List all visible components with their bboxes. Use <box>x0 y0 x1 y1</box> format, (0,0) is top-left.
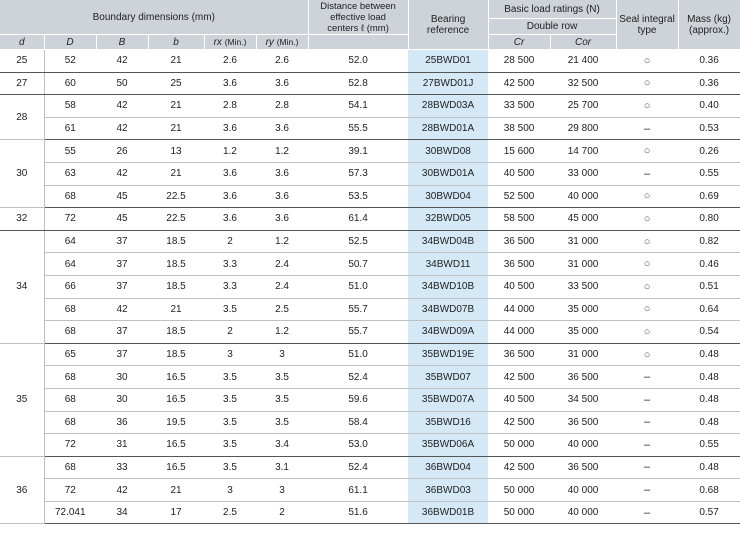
header-distance-load-centers: Distance between effective load centers ℓ (mm) <box>308 0 408 35</box>
cell-b: 22.5 <box>148 185 204 208</box>
cell-D: 68 <box>44 321 96 344</box>
cell-cor: 36 500 <box>550 411 616 434</box>
cell-mass: 0.48 <box>678 366 740 389</box>
cell-seal: ○ <box>616 253 678 276</box>
cell-l: 51.0 <box>308 275 408 298</box>
cell-cr: 40 500 <box>488 388 550 411</box>
cell-seal: ○ <box>616 72 678 95</box>
table-row <box>0 366 740 389</box>
cell-B: 42 <box>96 298 148 321</box>
cell-B: 34 <box>96 501 148 524</box>
cell-ry: 3.1 <box>256 456 308 479</box>
cell-mass: 0.80 <box>678 208 740 231</box>
cell-b: 18.5 <box>148 343 204 366</box>
header-basic-load-ratings: Basic load ratings (N) <box>488 0 616 19</box>
cell-cor: 40 000 <box>550 185 616 208</box>
cell-mass: 0.36 <box>678 72 740 95</box>
cell-mass: 0.51 <box>678 275 740 298</box>
cell-B: 37 <box>96 275 148 298</box>
cell-cr: 50 000 <box>488 501 550 524</box>
cell-D: 61 <box>44 117 96 140</box>
cell-B: 42 <box>96 479 148 502</box>
cell-ref: 28BWD01A <box>408 117 488 140</box>
table-row <box>0 479 740 502</box>
cell-mass: 0.82 <box>678 230 740 253</box>
cell-mass: 0.54 <box>678 321 740 344</box>
cell-cor: 35 000 <box>550 321 616 344</box>
cell-l: 52.4 <box>308 366 408 389</box>
cell-mass: 0.48 <box>678 343 740 366</box>
cell-d: 35 <box>0 343 44 456</box>
cell-seal: ○ <box>616 343 678 366</box>
cell-ry: 3.5 <box>256 388 308 411</box>
cell-ref: 34BWD09A <box>408 321 488 344</box>
cell-mass: 0.48 <box>678 388 740 411</box>
cell-cor: 36 500 <box>550 456 616 479</box>
cell-B: 37 <box>96 230 148 253</box>
table-row <box>0 501 740 524</box>
cell-seal: – <box>616 162 678 185</box>
cell-B: 37 <box>96 253 148 276</box>
cell-l: 57.3 <box>308 162 408 185</box>
cell-mass: 0.55 <box>678 162 740 185</box>
cell-b: 16.5 <box>148 456 204 479</box>
cell-l: 55.7 <box>308 298 408 321</box>
cell-seal: ○ <box>616 185 678 208</box>
cell-b: 17 <box>148 501 204 524</box>
cell-ry: 1.2 <box>256 140 308 163</box>
cell-ref: 35BWD06A <box>408 434 488 457</box>
table-row <box>0 388 740 411</box>
cell-ref: 30BWD08 <box>408 140 488 163</box>
cell-l: 51.0 <box>308 343 408 366</box>
cell-rx: 3.5 <box>204 298 256 321</box>
table-row <box>0 162 740 185</box>
cell-ry: 3.6 <box>256 117 308 140</box>
table-row <box>0 253 740 276</box>
cell-l: 61.4 <box>308 208 408 231</box>
cell-b: 21 <box>148 479 204 502</box>
cell-b: 21 <box>148 117 204 140</box>
cell-ry: 3.6 <box>256 162 308 185</box>
cell-B: 33 <box>96 456 148 479</box>
cell-ry: 1.2 <box>256 230 308 253</box>
header-mass: Mass (kg) (approx.) <box>678 0 740 50</box>
cell-ref: 36BWD03 <box>408 479 488 502</box>
cell-B: 36 <box>96 411 148 434</box>
cell-D: 68 <box>44 456 96 479</box>
cell-d: 36 <box>0 456 44 524</box>
cell-l: 39.1 <box>308 140 408 163</box>
cell-rx: 2.6 <box>204 50 256 73</box>
cell-d: 32 <box>0 208 44 231</box>
cell-cr: 44 000 <box>488 321 550 344</box>
cell-rx: 3.5 <box>204 434 256 457</box>
table-row <box>0 72 740 95</box>
header-double-row: Double row <box>488 19 616 35</box>
cell-seal: – <box>616 411 678 434</box>
cell-rx: 1.2 <box>204 140 256 163</box>
cell-b: 21 <box>148 298 204 321</box>
cell-rx: 3.5 <box>204 388 256 411</box>
cell-B: 42 <box>96 162 148 185</box>
cell-ref: 36BWD01B <box>408 501 488 524</box>
cell-cr: 42 500 <box>488 366 550 389</box>
cell-B: 42 <box>96 95 148 118</box>
cell-mass: 0.46 <box>678 253 740 276</box>
table-header <box>0 0 740 50</box>
cell-b: 21 <box>148 50 204 73</box>
cell-b: 16.5 <box>148 366 204 389</box>
header-col-rx: rx (Min.) <box>204 35 256 50</box>
cell-cr: 33 500 <box>488 95 550 118</box>
cell-l: 51.6 <box>308 501 408 524</box>
cell-l: 61.1 <box>308 479 408 502</box>
cell-cor: 14 700 <box>550 140 616 163</box>
cell-ry: 3.6 <box>256 208 308 231</box>
cell-mass: 0.55 <box>678 434 740 457</box>
cell-rx: 3.5 <box>204 411 256 434</box>
cell-cr: 36 500 <box>488 230 550 253</box>
cell-D: 63 <box>44 162 96 185</box>
cell-cor: 36 500 <box>550 366 616 389</box>
cell-ry: 2.6 <box>256 50 308 73</box>
cell-B: 42 <box>96 50 148 73</box>
cell-rx: 3 <box>204 343 256 366</box>
cell-rx: 2 <box>204 230 256 253</box>
cell-ref: 27BWD01J <box>408 72 488 95</box>
cell-l: 52.4 <box>308 456 408 479</box>
cell-cor: 25 700 <box>550 95 616 118</box>
cell-B: 37 <box>96 343 148 366</box>
cell-cr: 42 500 <box>488 411 550 434</box>
cell-B: 30 <box>96 388 148 411</box>
table-row <box>0 321 740 344</box>
header-col-d: d <box>0 35 44 50</box>
table-row <box>0 140 740 163</box>
header-col-cr: Cr <box>488 35 550 50</box>
cell-ref: 34BWD04B <box>408 230 488 253</box>
cell-cr: 40 500 <box>488 162 550 185</box>
cell-mass: 0.69 <box>678 185 740 208</box>
cell-D: 72 <box>44 208 96 231</box>
cell-rx: 3.6 <box>204 72 256 95</box>
table-row <box>0 208 740 231</box>
cell-D: 55 <box>44 140 96 163</box>
cell-d: 30 <box>0 140 44 208</box>
cell-D: 68 <box>44 185 96 208</box>
cell-l: 52.8 <box>308 72 408 95</box>
cell-rx: 2.5 <box>204 501 256 524</box>
cell-l: 54.1 <box>308 95 408 118</box>
cell-b: 21 <box>148 162 204 185</box>
cell-l: 59.6 <box>308 388 408 411</box>
table-row <box>0 50 740 73</box>
table-row <box>0 343 740 366</box>
table-row <box>0 95 740 118</box>
cell-rx: 3 <box>204 479 256 502</box>
cell-ref: 30BWD04 <box>408 185 488 208</box>
cell-l: 58.4 <box>308 411 408 434</box>
table-row <box>0 298 740 321</box>
cell-cr: 58 500 <box>488 208 550 231</box>
cell-ry: 3.4 <box>256 434 308 457</box>
cell-B: 26 <box>96 140 148 163</box>
cell-seal: ○ <box>616 140 678 163</box>
cell-l: 55.5 <box>308 117 408 140</box>
cell-rx: 3.6 <box>204 185 256 208</box>
cell-ref: 34BWD10B <box>408 275 488 298</box>
cell-seal: ○ <box>616 321 678 344</box>
cell-ref: 35BWD16 <box>408 411 488 434</box>
cell-rx: 3.5 <box>204 456 256 479</box>
header-col-ry: ry (Min.) <box>256 35 308 50</box>
cell-ry: 2.4 <box>256 275 308 298</box>
cell-b: 18.5 <box>148 230 204 253</box>
cell-seal: – <box>616 388 678 411</box>
cell-d: 34 <box>0 230 44 343</box>
cell-rx: 3.5 <box>204 366 256 389</box>
cell-cr: 50 000 <box>488 434 550 457</box>
cell-rx: 3.3 <box>204 275 256 298</box>
cell-cor: 40 000 <box>550 434 616 457</box>
cell-seal: – <box>616 479 678 502</box>
cell-cr: 38 500 <box>488 117 550 140</box>
cell-B: 42 <box>96 117 148 140</box>
cell-D: 64 <box>44 230 96 253</box>
cell-ref: 32BWD05 <box>408 208 488 231</box>
cell-rx: 2.8 <box>204 95 256 118</box>
cell-D: 60 <box>44 72 96 95</box>
cell-ry: 3 <box>256 343 308 366</box>
cell-D: 65 <box>44 343 96 366</box>
cell-rx: 3.6 <box>204 208 256 231</box>
header-col-b: b <box>148 35 204 50</box>
cell-d: 28 <box>0 95 44 140</box>
cell-seal: ○ <box>616 50 678 73</box>
cell-ref: 28BWD03A <box>408 95 488 118</box>
cell-D: 72 <box>44 479 96 502</box>
cell-cr: 42 500 <box>488 72 550 95</box>
cell-mass: 0.64 <box>678 298 740 321</box>
header-boundary-dimensions: Boundary dimensions (mm) <box>0 0 308 35</box>
cell-ry: 3.5 <box>256 411 308 434</box>
cell-cr: 40 500 <box>488 275 550 298</box>
cell-mass: 0.53 <box>678 117 740 140</box>
cell-seal: – <box>616 434 678 457</box>
table-row <box>0 456 740 479</box>
cell-b: 18.5 <box>148 321 204 344</box>
header-seal-integral-type: Seal integral type <box>616 0 678 50</box>
cell-D: 72.041 <box>44 501 96 524</box>
cell-l: 52.5 <box>308 230 408 253</box>
cell-mass: 0.68 <box>678 479 740 502</box>
cell-B: 37 <box>96 321 148 344</box>
cell-seal: – <box>616 501 678 524</box>
cell-cor: 40 000 <box>550 479 616 502</box>
cell-b: 22.5 <box>148 208 204 231</box>
cell-D: 68 <box>44 388 96 411</box>
cell-b: 25 <box>148 72 204 95</box>
cell-ry: 2.8 <box>256 95 308 118</box>
cell-D: 68 <box>44 366 96 389</box>
cell-ref: 35BWD07A <box>408 388 488 411</box>
header-col-l <box>308 35 408 50</box>
cell-ry: 2.4 <box>256 253 308 276</box>
cell-rx: 3.6 <box>204 117 256 140</box>
table-row <box>0 117 740 140</box>
cell-D: 52 <box>44 50 96 73</box>
cell-b: 16.5 <box>148 434 204 457</box>
header-bearing-reference: Bearing reference <box>408 0 488 50</box>
cell-cr: 50 000 <box>488 479 550 502</box>
cell-seal: – <box>616 117 678 140</box>
cell-b: 16.5 <box>148 388 204 411</box>
cell-cr: 28 500 <box>488 50 550 73</box>
cell-mass: 0.57 <box>678 501 740 524</box>
cell-cr: 44 000 <box>488 298 550 321</box>
cell-ry: 1.2 <box>256 321 308 344</box>
table-row <box>0 230 740 253</box>
cell-D: 58 <box>44 95 96 118</box>
cell-rx: 3.3 <box>204 253 256 276</box>
cell-cor: 31 000 <box>550 253 616 276</box>
cell-B: 50 <box>96 72 148 95</box>
table-body <box>0 50 740 524</box>
cell-D: 68 <box>44 411 96 434</box>
cell-B: 30 <box>96 366 148 389</box>
cell-l: 52.0 <box>308 50 408 73</box>
cell-cor: 32 500 <box>550 72 616 95</box>
cell-b: 18.5 <box>148 275 204 298</box>
cell-seal: ○ <box>616 230 678 253</box>
cell-cr: 42 500 <box>488 456 550 479</box>
cell-seal: ○ <box>616 298 678 321</box>
cell-cor: 45 000 <box>550 208 616 231</box>
cell-D: 72 <box>44 434 96 457</box>
cell-ref: 34BWD07B <box>408 298 488 321</box>
cell-l: 53.5 <box>308 185 408 208</box>
header-col-B: B <box>96 35 148 50</box>
cell-rx: 2 <box>204 321 256 344</box>
cell-mass: 0.40 <box>678 95 740 118</box>
cell-cr: 15 600 <box>488 140 550 163</box>
cell-cr: 36 500 <box>488 253 550 276</box>
cell-b: 21 <box>148 95 204 118</box>
cell-cor: 29 800 <box>550 117 616 140</box>
cell-l: 50.7 <box>308 253 408 276</box>
cell-D: 68 <box>44 298 96 321</box>
cell-ref: 30BWD01A <box>408 162 488 185</box>
cell-B: 45 <box>96 185 148 208</box>
cell-D: 66 <box>44 275 96 298</box>
cell-D: 64 <box>44 253 96 276</box>
cell-b: 18.5 <box>148 253 204 276</box>
cell-ry: 3.5 <box>256 366 308 389</box>
table-row <box>0 185 740 208</box>
cell-d: 27 <box>0 72 44 95</box>
cell-B: 45 <box>96 208 148 231</box>
cell-ref: 36BWD04 <box>408 456 488 479</box>
cell-cor: 31 000 <box>550 230 616 253</box>
cell-ry: 3.6 <box>256 72 308 95</box>
cell-mass: 0.48 <box>678 456 740 479</box>
cell-ry: 3 <box>256 479 308 502</box>
cell-cor: 21 400 <box>550 50 616 73</box>
cell-cor: 31 000 <box>550 343 616 366</box>
cell-cr: 52 500 <box>488 185 550 208</box>
cell-ref: 35BWD19E <box>408 343 488 366</box>
cell-seal: – <box>616 366 678 389</box>
cell-b: 19.5 <box>148 411 204 434</box>
cell-mass: 0.36 <box>678 50 740 73</box>
cell-cor: 35 000 <box>550 298 616 321</box>
cell-b: 13 <box>148 140 204 163</box>
cell-l: 53.0 <box>308 434 408 457</box>
cell-ry: 2.5 <box>256 298 308 321</box>
cell-seal: ○ <box>616 95 678 118</box>
cell-ref: 25BWD01 <box>408 50 488 73</box>
cell-ref: 34BWD11 <box>408 253 488 276</box>
table-row <box>0 275 740 298</box>
cell-ry: 3.6 <box>256 185 308 208</box>
table-row <box>0 411 740 434</box>
cell-B: 31 <box>96 434 148 457</box>
cell-cor: 40 000 <box>550 501 616 524</box>
cell-mass: 0.48 <box>678 411 740 434</box>
cell-rx: 3.6 <box>204 162 256 185</box>
cell-d: 25 <box>0 50 44 73</box>
cell-mass: 0.26 <box>678 140 740 163</box>
cell-seal: – <box>616 456 678 479</box>
cell-ry: 2 <box>256 501 308 524</box>
cell-cor: 33 000 <box>550 162 616 185</box>
header-col-D: D <box>44 35 96 50</box>
table-row <box>0 434 740 457</box>
cell-l: 55.7 <box>308 321 408 344</box>
cell-cor: 33 500 <box>550 275 616 298</box>
cell-cor: 34 500 <box>550 388 616 411</box>
cell-seal: ○ <box>616 275 678 298</box>
cell-seal: ○ <box>616 208 678 231</box>
header-col-cor: Cor <box>550 35 616 50</box>
cell-ref: 35BWD07 <box>408 366 488 389</box>
cell-cr: 36 500 <box>488 343 550 366</box>
